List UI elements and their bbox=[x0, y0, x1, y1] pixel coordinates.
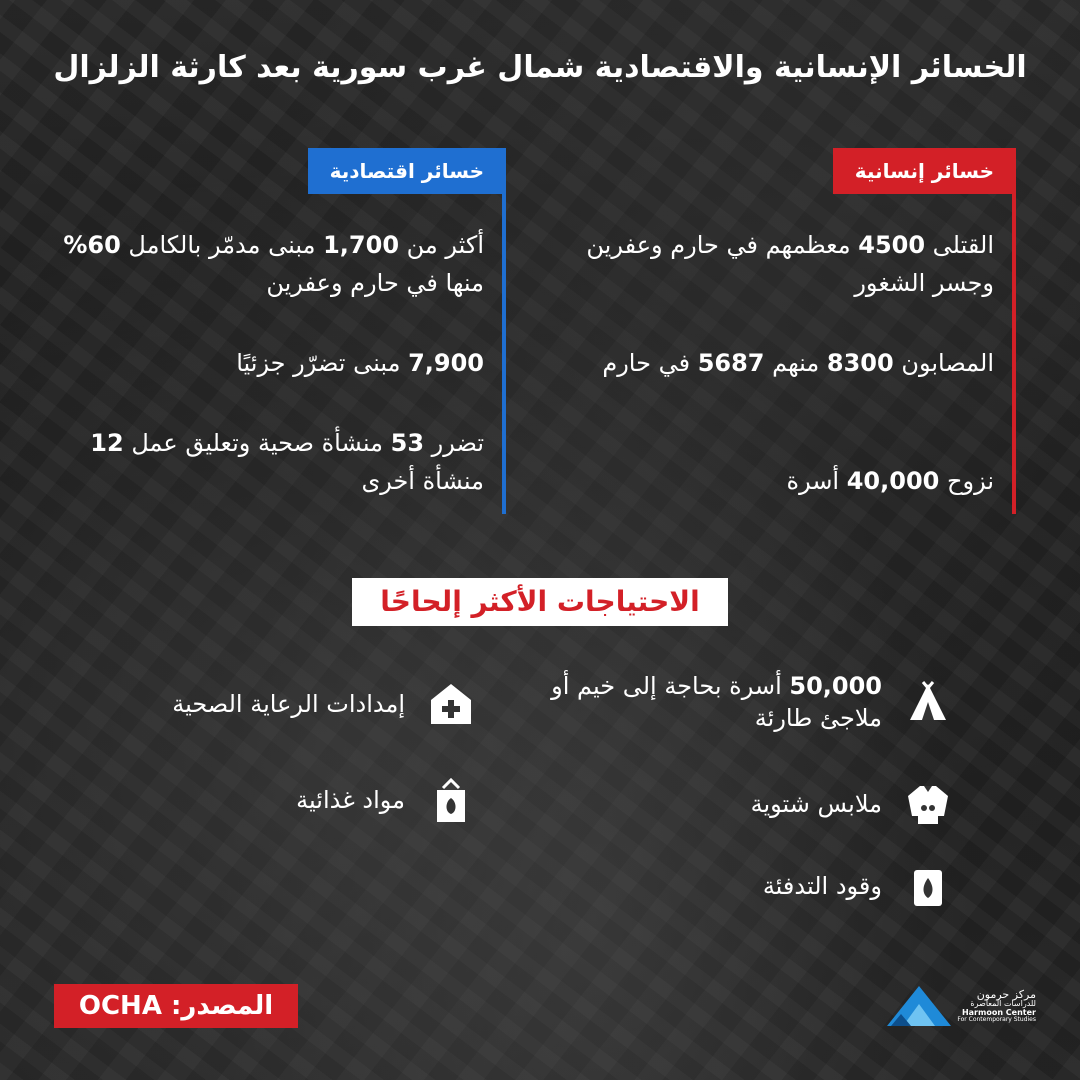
needs-title: الاحتياجات الأكثر إلحاحًا bbox=[352, 578, 728, 626]
harmoon-logo bbox=[870, 978, 1036, 1034]
facilities-suffix: منشأة أخرى bbox=[361, 467, 484, 495]
logo-ar-line2: للدراسات المعاصرة bbox=[970, 999, 1036, 1009]
injured-harem-number: 5687 bbox=[697, 349, 765, 377]
fuel-barrel-icon bbox=[904, 862, 952, 910]
human-losses-divider bbox=[1012, 148, 1016, 514]
injured-suffix: في حارم bbox=[602, 349, 698, 377]
damaged-number: 7,900 bbox=[408, 349, 484, 377]
need-health-label: إمدادات الرعاية الصحية bbox=[172, 690, 405, 718]
deaths-number: 4500 bbox=[858, 231, 926, 259]
damaged-suffix: مبنى تضرّر جزئيًا bbox=[236, 349, 409, 377]
health-facilities-stat bbox=[24, 424, 484, 500]
need-health bbox=[172, 680, 475, 728]
displaced-prefix: نزوح bbox=[939, 467, 994, 495]
need-fuel-label: وقود التدفئة bbox=[762, 872, 882, 900]
damaged-buildings-stat bbox=[24, 344, 484, 382]
tent-icon bbox=[904, 678, 952, 726]
deaths-prefix: القتلى bbox=[925, 231, 994, 259]
coat-icon bbox=[904, 780, 952, 828]
need-fuel bbox=[763, 862, 952, 910]
facilities-prefix: تضرر bbox=[424, 429, 484, 457]
injured-stat bbox=[534, 344, 994, 382]
injured-number: 8300 bbox=[826, 349, 894, 377]
source-badge: المصدر: OCHA bbox=[54, 984, 298, 1028]
need-clothes-label: ملابس شتوية bbox=[750, 790, 882, 818]
logo-en-line2: For Contemporary Studies bbox=[957, 1016, 1036, 1024]
facilities-suspended-number: 12 bbox=[90, 429, 124, 457]
displaced-number: 40,000 bbox=[846, 467, 940, 495]
mountain-logo-icon bbox=[881, 980, 957, 1032]
destroyed-suffix: منها في حارم وعفرين bbox=[266, 269, 484, 297]
displaced-stat bbox=[534, 462, 994, 500]
destroyed-number: 1,700 bbox=[323, 231, 400, 259]
destroyed-percent: 60% bbox=[63, 231, 121, 259]
destroyed-buildings-stat bbox=[24, 226, 484, 302]
injured-prefix: المصابون bbox=[893, 349, 994, 377]
need-tents-number: 50,000 bbox=[789, 672, 882, 700]
need-food-label: مواد غذائية bbox=[296, 786, 405, 814]
deaths-suffix: معظمهم في حارم وعفرين وجسر الشغور bbox=[586, 231, 994, 297]
facilities-mid: منشأة صحية وتعليق عمل bbox=[123, 429, 391, 457]
destroyed-mid: مبنى مدمّر بالكامل bbox=[120, 231, 324, 259]
destroyed-prefix: أكثر من bbox=[399, 231, 484, 259]
logo-ar-line1: مركز حرمون bbox=[976, 987, 1036, 1001]
logo-en-line1: Harmoon Center bbox=[961, 1007, 1036, 1017]
harmoon-logo-text bbox=[957, 989, 1036, 1024]
facilities-number: 53 bbox=[390, 429, 425, 457]
need-food bbox=[296, 776, 475, 824]
economic-losses-label: خسائر اقتصادية bbox=[308, 148, 506, 194]
human-losses-label: خسائر إنسانية bbox=[833, 148, 1016, 194]
need-tents bbox=[512, 670, 952, 734]
human-losses-section bbox=[536, 148, 1016, 514]
need-tents-text bbox=[512, 670, 882, 734]
need-clothes bbox=[751, 780, 952, 828]
medical-house-icon bbox=[427, 680, 475, 728]
injured-mid: منهم bbox=[764, 349, 827, 377]
economic-losses-section bbox=[26, 148, 506, 514]
page-title: الخسائر الإنسانية والاقتصادية شمال غرب سورية بعد كارثة الزلزال bbox=[53, 50, 1027, 85]
deaths-stat bbox=[534, 226, 994, 302]
food-basket-icon bbox=[427, 776, 475, 824]
displaced-suffix: أسرة bbox=[786, 467, 847, 495]
economic-losses-divider bbox=[502, 148, 506, 514]
need-tents-label: أسرة بحاجة إلى خيم أو ملاجئ طارئة bbox=[551, 672, 882, 732]
